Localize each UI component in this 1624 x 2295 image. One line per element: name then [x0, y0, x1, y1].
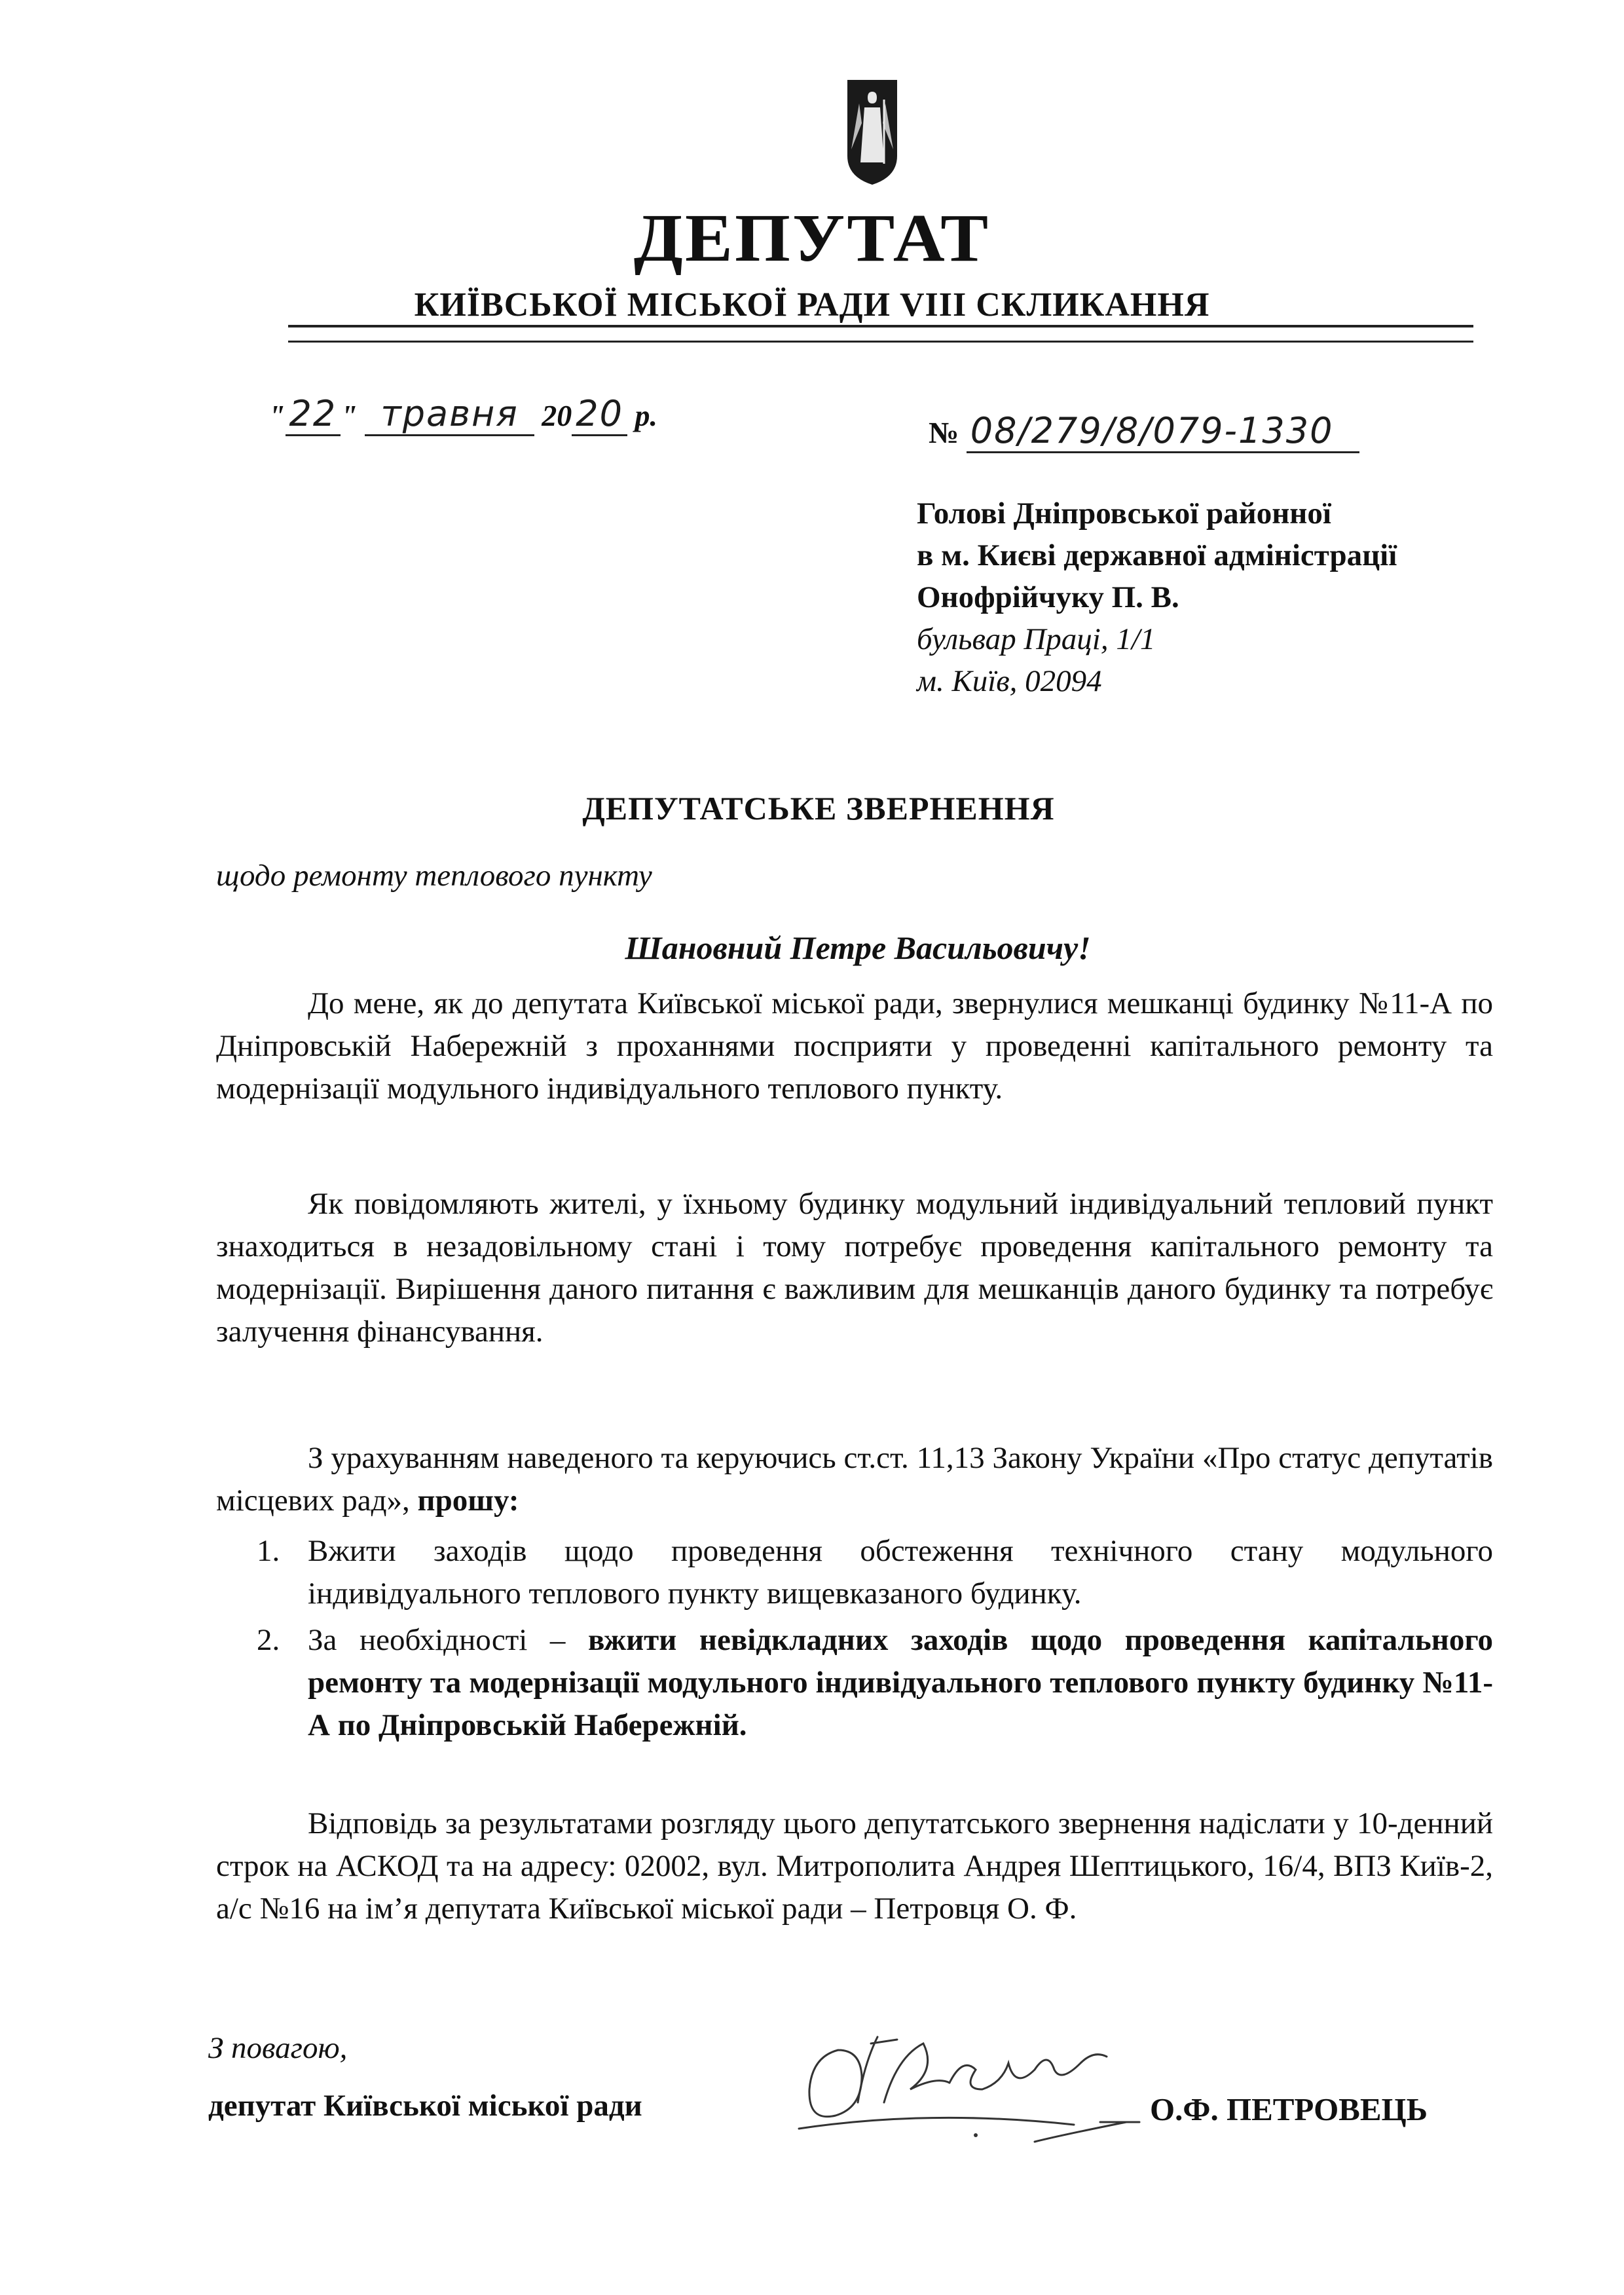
salutation: Шановний Петре Васильовичу! [625, 929, 1091, 966]
recipient-line-1: Голові Дніпровської районної [917, 496, 1331, 531]
date-year-prefix: 20 [542, 399, 572, 432]
recipient-city: м. Київ, 02094 [917, 664, 1102, 698]
request-list [216, 1530, 1493, 1747]
signer-position: депутат Київської міської ради [208, 2089, 642, 2123]
reg-number-prefix: № [929, 416, 959, 449]
body-paragraph-4: Відповідь за результатами розгляду цього депутатського звернення надіслати у 10-денний строк на АСКОД та на адресу: 02002, вул. Митрополита Андрея Шептицького, 16/4, ВПЗ Київ-2, а/с №16 на ім’я депутата Київської міської ради – Петровця О. Ф. [216, 1806, 1493, 1926]
request-word: прошу: [417, 1483, 519, 1518]
date-month: травня [380, 393, 519, 434]
list-item [216, 1619, 1493, 1747]
signer-name: О.Ф. ПЕТРОВЕЦЬ [1150, 2091, 1428, 2127]
list-item-text: За необхідності – [308, 1623, 566, 1657]
registration-number [929, 410, 1359, 453]
document-title: ДЕПУТАТСЬКЕ ЗВЕРНЕННЯ [582, 790, 1055, 827]
letterhead-subtitle: КИЇВСЬКОЇ МІСЬКОЇ РАДИ VIII СКЛИКАННЯ [414, 286, 1210, 324]
date-year-suffix: 20 [576, 393, 623, 434]
handwritten-signature [760, 2004, 1179, 2155]
date-day: 22 [289, 393, 337, 434]
list-item-number: 1. [257, 1534, 280, 1568]
letter-date: " 22 " травня 20 20 р. [268, 393, 657, 436]
date-suffix: р. [635, 399, 657, 432]
recipient-block [917, 493, 1397, 702]
header-rule-top [288, 325, 1473, 327]
reg-number-value: 08/279/8/079-1330 [970, 410, 1334, 451]
header-rule-bottom [288, 341, 1473, 343]
body-paragraph-2: Як повідомляють жителі, у їхньому будинку модульний індивідуальний тепловий пункт знаходиться в незадовільному стані і тому потребує проведення капітального ремонту та модернізації. Вирішення даного питання є важливим для мешканців даного будинку та потребує залучення фінансування. [216, 1187, 1493, 1349]
list-item-number: 2. [257, 1623, 280, 1657]
recipient-name: Онофрійчуку П. В. [917, 580, 1179, 614]
recipient-line-2: в м. Києві державної адміністрації [917, 538, 1397, 572]
list-item-bold-text: вжити невідкладних заходів щодо проведення капітального ремонту та модернізації модульного індивідуального теплового пункту будинку №11-А по Дніпровській Набережній. [308, 1623, 1494, 1742]
kyiv-emblem-icon [845, 77, 900, 187]
body-paragraph-1: До мене, як до депутата Київської міської ради, звернулися мешканці будинку №11-А по Дніпровській Набережній з проханнями посприяти у проведенні капітального ремонту та модернізації модульного індивідуального теплового пункту. [216, 986, 1493, 1106]
closing-regards: З повагою, [208, 2031, 348, 2065]
list-item [216, 1530, 1493, 1615]
body-paragraph-3 [216, 1437, 1493, 1522]
document-subject: щодо ремонту теплового пункту [216, 859, 652, 893]
recipient-street: бульвар Праці, 1/1 [917, 622, 1156, 656]
letterhead-title: ДЕПУТАТ [633, 200, 991, 276]
list-item-text: Вжити заходів щодо проведення обстеження технічного стану модульного індивідуального теплового пункту вищевказаного будинку. [308, 1534, 1493, 1611]
body-paragraph-3-text: З урахуванням наведеного та керуючись ст.ст. 11,13 Закону України «Про статус депутатів місцевих рад», [216, 1441, 1493, 1518]
